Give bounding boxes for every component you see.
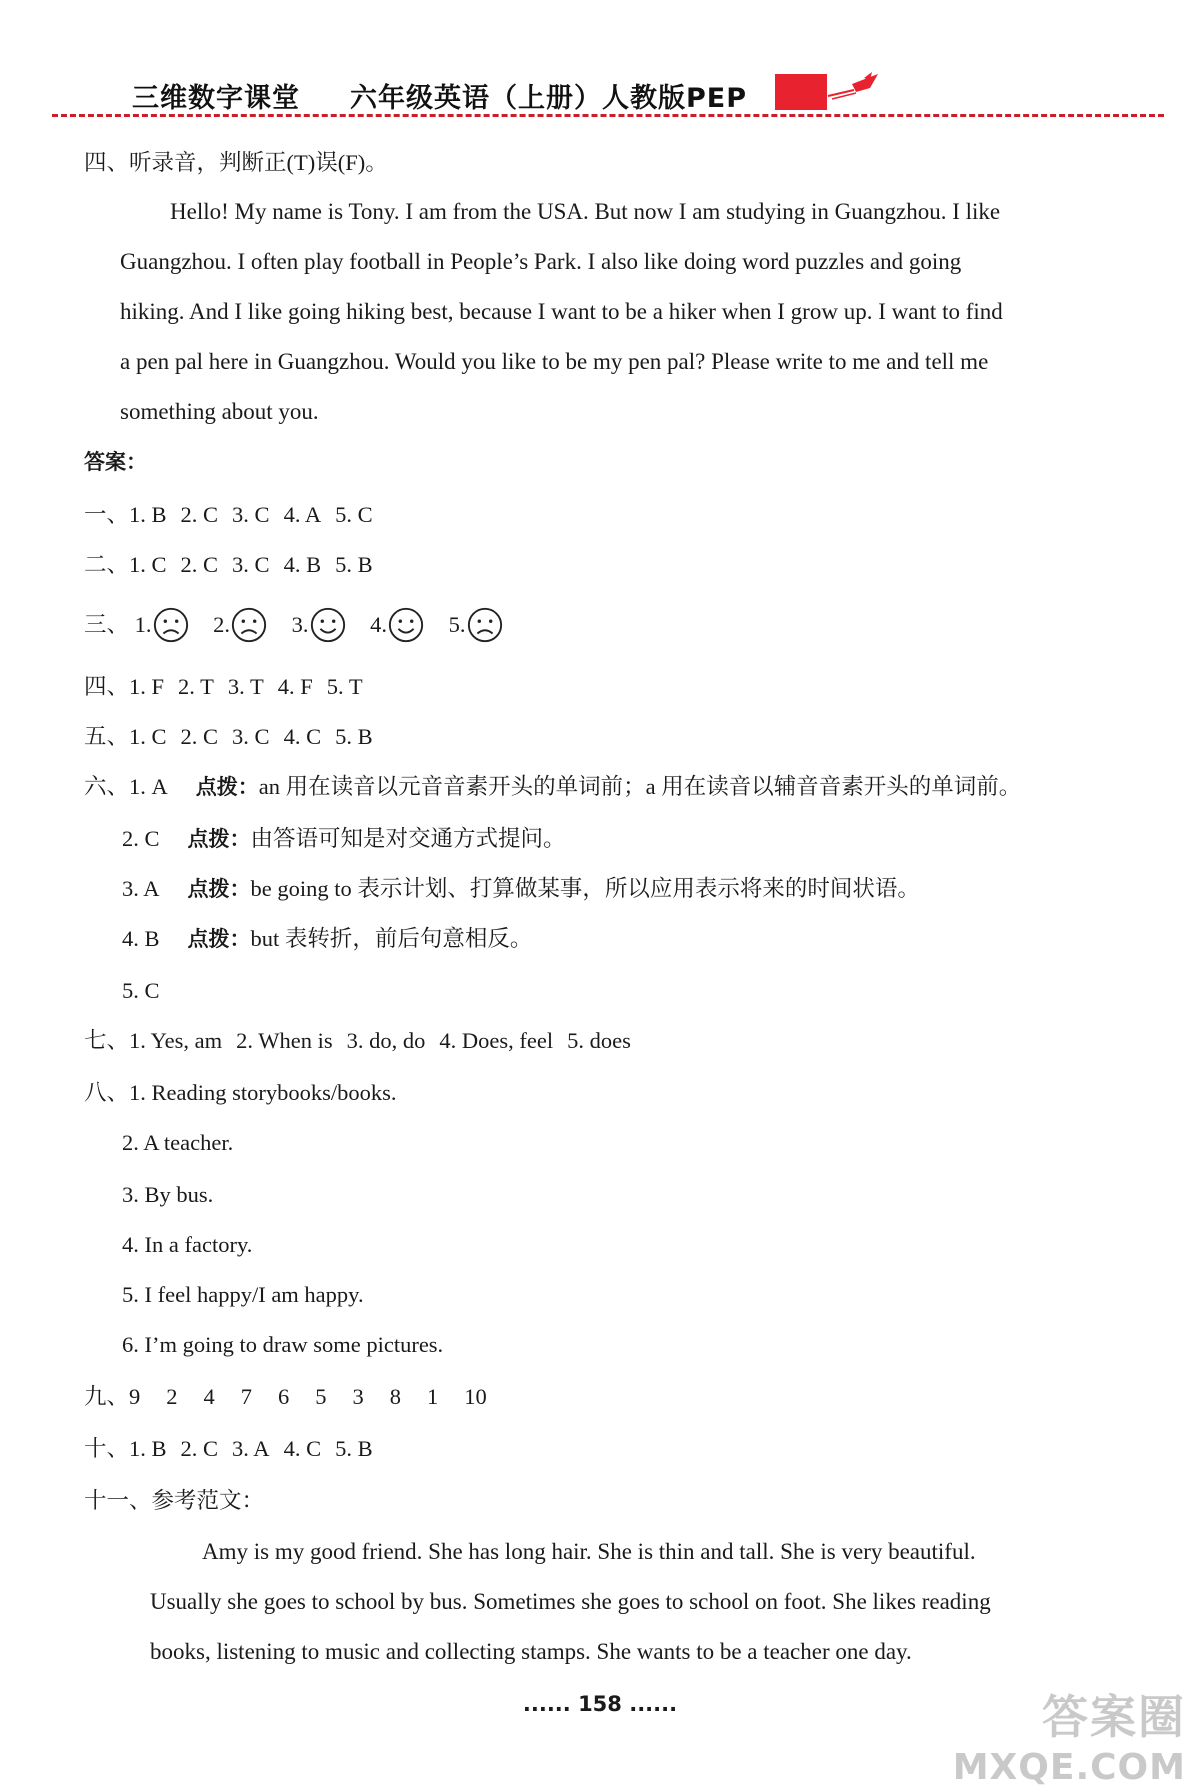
watermark-url: MXQE.COM	[952, 1747, 1186, 1788]
header-dashed-divider	[52, 114, 1164, 117]
answer-item: 5. does	[567, 1028, 631, 1053]
answer-row-6-5	[122, 980, 160, 1003]
answer-item: 2. C	[180, 724, 219, 749]
answer-item: 1. B	[129, 1436, 167, 1461]
site-watermark	[953, 1681, 1186, 1788]
answer-item: 6. I’m going to draw some pictures.	[122, 1332, 444, 1357]
answer-item: 4. Does, feel	[439, 1028, 554, 1053]
tip-text: an 用在读音以元音音素开头的单词前；a 用在读音以辅音音素开头的单词前。	[258, 774, 1022, 799]
happy-face-icon	[309, 606, 347, 644]
answer-row-7	[84, 1030, 631, 1053]
answer-item: 5. C	[335, 502, 373, 527]
answer-item: 1. Reading storybooks/books.	[129, 1080, 397, 1105]
answer-item: 4. C	[283, 724, 322, 749]
answer-item: 1. F	[129, 674, 165, 699]
sad-face-icon	[466, 606, 504, 644]
answer-number: 3.	[291, 611, 309, 637]
answer-item: 4. In a factory.	[122, 1232, 253, 1257]
answer-item: 10	[464, 1384, 487, 1409]
header-red-block	[775, 74, 827, 110]
answer-number: 5.	[448, 611, 466, 637]
model-essay-line: Usually she goes to school by bus. Sometimes she goes to school on foot. She likes reading	[150, 1589, 991, 1614]
answer-item: 2	[166, 1384, 178, 1409]
sad-face-icon	[152, 606, 190, 644]
answer-item: 5	[315, 1384, 327, 1409]
rocket-icon	[826, 70, 886, 100]
answer-item: 5. T	[326, 674, 363, 699]
answer-item: 3	[352, 1384, 364, 1409]
answer-item: 5. B	[335, 552, 373, 577]
answer-item: 3. T	[227, 674, 264, 699]
answer-item: 4	[203, 1384, 215, 1409]
answer-row-5	[84, 726, 373, 749]
book-subject-title: 六年级英语（上册）人教版PEP	[350, 83, 748, 114]
answer-item: 3. A	[232, 1436, 270, 1461]
tip-text: but 表转折，前后句意相反。	[250, 926, 533, 951]
answer-item: 4. F	[277, 674, 313, 699]
row-label: 一、	[84, 502, 130, 527]
answer-item: 4. C	[283, 1436, 322, 1461]
answer-row-11-heading: 十一、参考范文：	[84, 1488, 265, 1513]
answer-item: 5. B	[335, 724, 373, 749]
model-essay-line: books, listening to music and collecting stamps. She wants to be a teacher one day.	[150, 1639, 912, 1664]
answer-row-6-4	[122, 928, 532, 951]
row-label: 十、	[84, 1436, 130, 1461]
answer-row-9	[84, 1386, 487, 1409]
answer-item: 5. B	[335, 1436, 373, 1461]
tip-label: 点拨：	[195, 775, 259, 799]
answer-item: 2. C	[180, 552, 219, 577]
answer-row-4	[84, 676, 363, 699]
answer-item: 5. C	[122, 978, 160, 1003]
row-label: 七、	[84, 1028, 130, 1053]
answer-item: 2. C	[180, 502, 219, 527]
row-label: 六、	[84, 774, 130, 799]
answer-row-6-2	[122, 828, 566, 851]
answer-row-10	[84, 1438, 373, 1461]
answer-row-8-1	[84, 1082, 397, 1105]
answer-item: 5. I feel happy/I am happy.	[122, 1282, 364, 1307]
sad-face-icon	[230, 606, 268, 644]
answer-row-6-1	[84, 776, 1021, 799]
answer-item: 3. By bus.	[122, 1182, 214, 1207]
row-label: 三、	[84, 611, 130, 637]
answer-item: 4. A	[283, 502, 322, 527]
answer-item: 1. Yes, am	[129, 1028, 223, 1053]
listening-text-line: Hello! My name is Tony. I am from the USA. But now I am studying in Guangzhou. I like	[170, 199, 1001, 224]
answer-row-2	[84, 554, 373, 577]
answer-item: 8	[389, 1384, 402, 1409]
row-label: 四、	[84, 674, 130, 699]
answer-item: 2. C	[122, 826, 160, 851]
answer-item: 3. A	[122, 876, 160, 901]
answer-item: 1. C	[129, 552, 167, 577]
answers-heading: 答案：	[84, 450, 147, 474]
listening-text-line: hiking. And I like going hiking best, because I want to be a hiker when I grow up. I want to find	[120, 299, 1003, 324]
answer-item: 9	[129, 1384, 141, 1409]
answer-row-1	[84, 504, 373, 527]
answer-number: 1.	[134, 611, 152, 637]
answer-item: 1. C	[129, 724, 167, 749]
answer-item: 2. C	[180, 1436, 219, 1461]
row-label: 五、	[84, 724, 130, 749]
answer-item: 6	[278, 1384, 290, 1409]
row-label: 二、	[84, 552, 130, 577]
tip-label: 点拨：	[187, 827, 251, 851]
watermark-logo-text: 答案圈	[1042, 1690, 1186, 1744]
listening-text-line: Guangzhou. I often play football in People’s Park. I also like doing word puzzles and going	[120, 249, 962, 274]
row-label: 八、	[84, 1080, 130, 1105]
tip-label: 点拨：	[187, 877, 251, 901]
page-header	[0, 0, 1200, 120]
listening-text-line: a pen pal here in Guangzhou. Would you like to be my pen pal? Please write to me and tell me	[120, 349, 989, 374]
answer-item: 2. When is	[236, 1028, 333, 1053]
answer-item: 4. B	[283, 552, 322, 577]
tip-label: 点拨：	[187, 927, 251, 951]
answer-item: 3. C	[232, 724, 270, 749]
answer-number: 2.	[213, 611, 231, 637]
answer-item: 3. do, do	[346, 1028, 426, 1053]
answer-item: 3. C	[232, 552, 270, 577]
page-number: ...... 158 ......	[522, 1692, 678, 1716]
answer-row-3	[84, 606, 522, 644]
tip-text: be going to 表示计划、打算做某事，所以应用表示将来的时间状语。	[250, 876, 920, 901]
answer-item: 1. B	[129, 502, 167, 527]
book-series-title: 三维数字课堂	[132, 83, 300, 114]
answer-row-6-3	[122, 878, 920, 901]
answer-item: 2. A teacher.	[122, 1130, 234, 1155]
answer-item: 4. B	[122, 926, 160, 951]
answer-number: 4.	[370, 611, 388, 637]
answer-item: 3. C	[232, 502, 270, 527]
listening-text-line: something about you.	[120, 399, 319, 424]
section-four-heading: 四、听录音，判断正(T)误(F)。	[84, 150, 388, 175]
answer-item: 2. T	[178, 674, 214, 699]
answer-item: 1	[427, 1384, 439, 1409]
answer-item: 1. A	[129, 774, 168, 799]
happy-face-icon	[387, 606, 425, 644]
answer-item: 7	[240, 1384, 253, 1409]
tip-text: 由答语可知是对交通方式提问。	[250, 826, 566, 851]
row-label: 九、	[84, 1384, 130, 1409]
model-essay-line: Amy is my good friend. She has long hair. She is thin and tall. She is very beautiful.	[202, 1539, 976, 1564]
